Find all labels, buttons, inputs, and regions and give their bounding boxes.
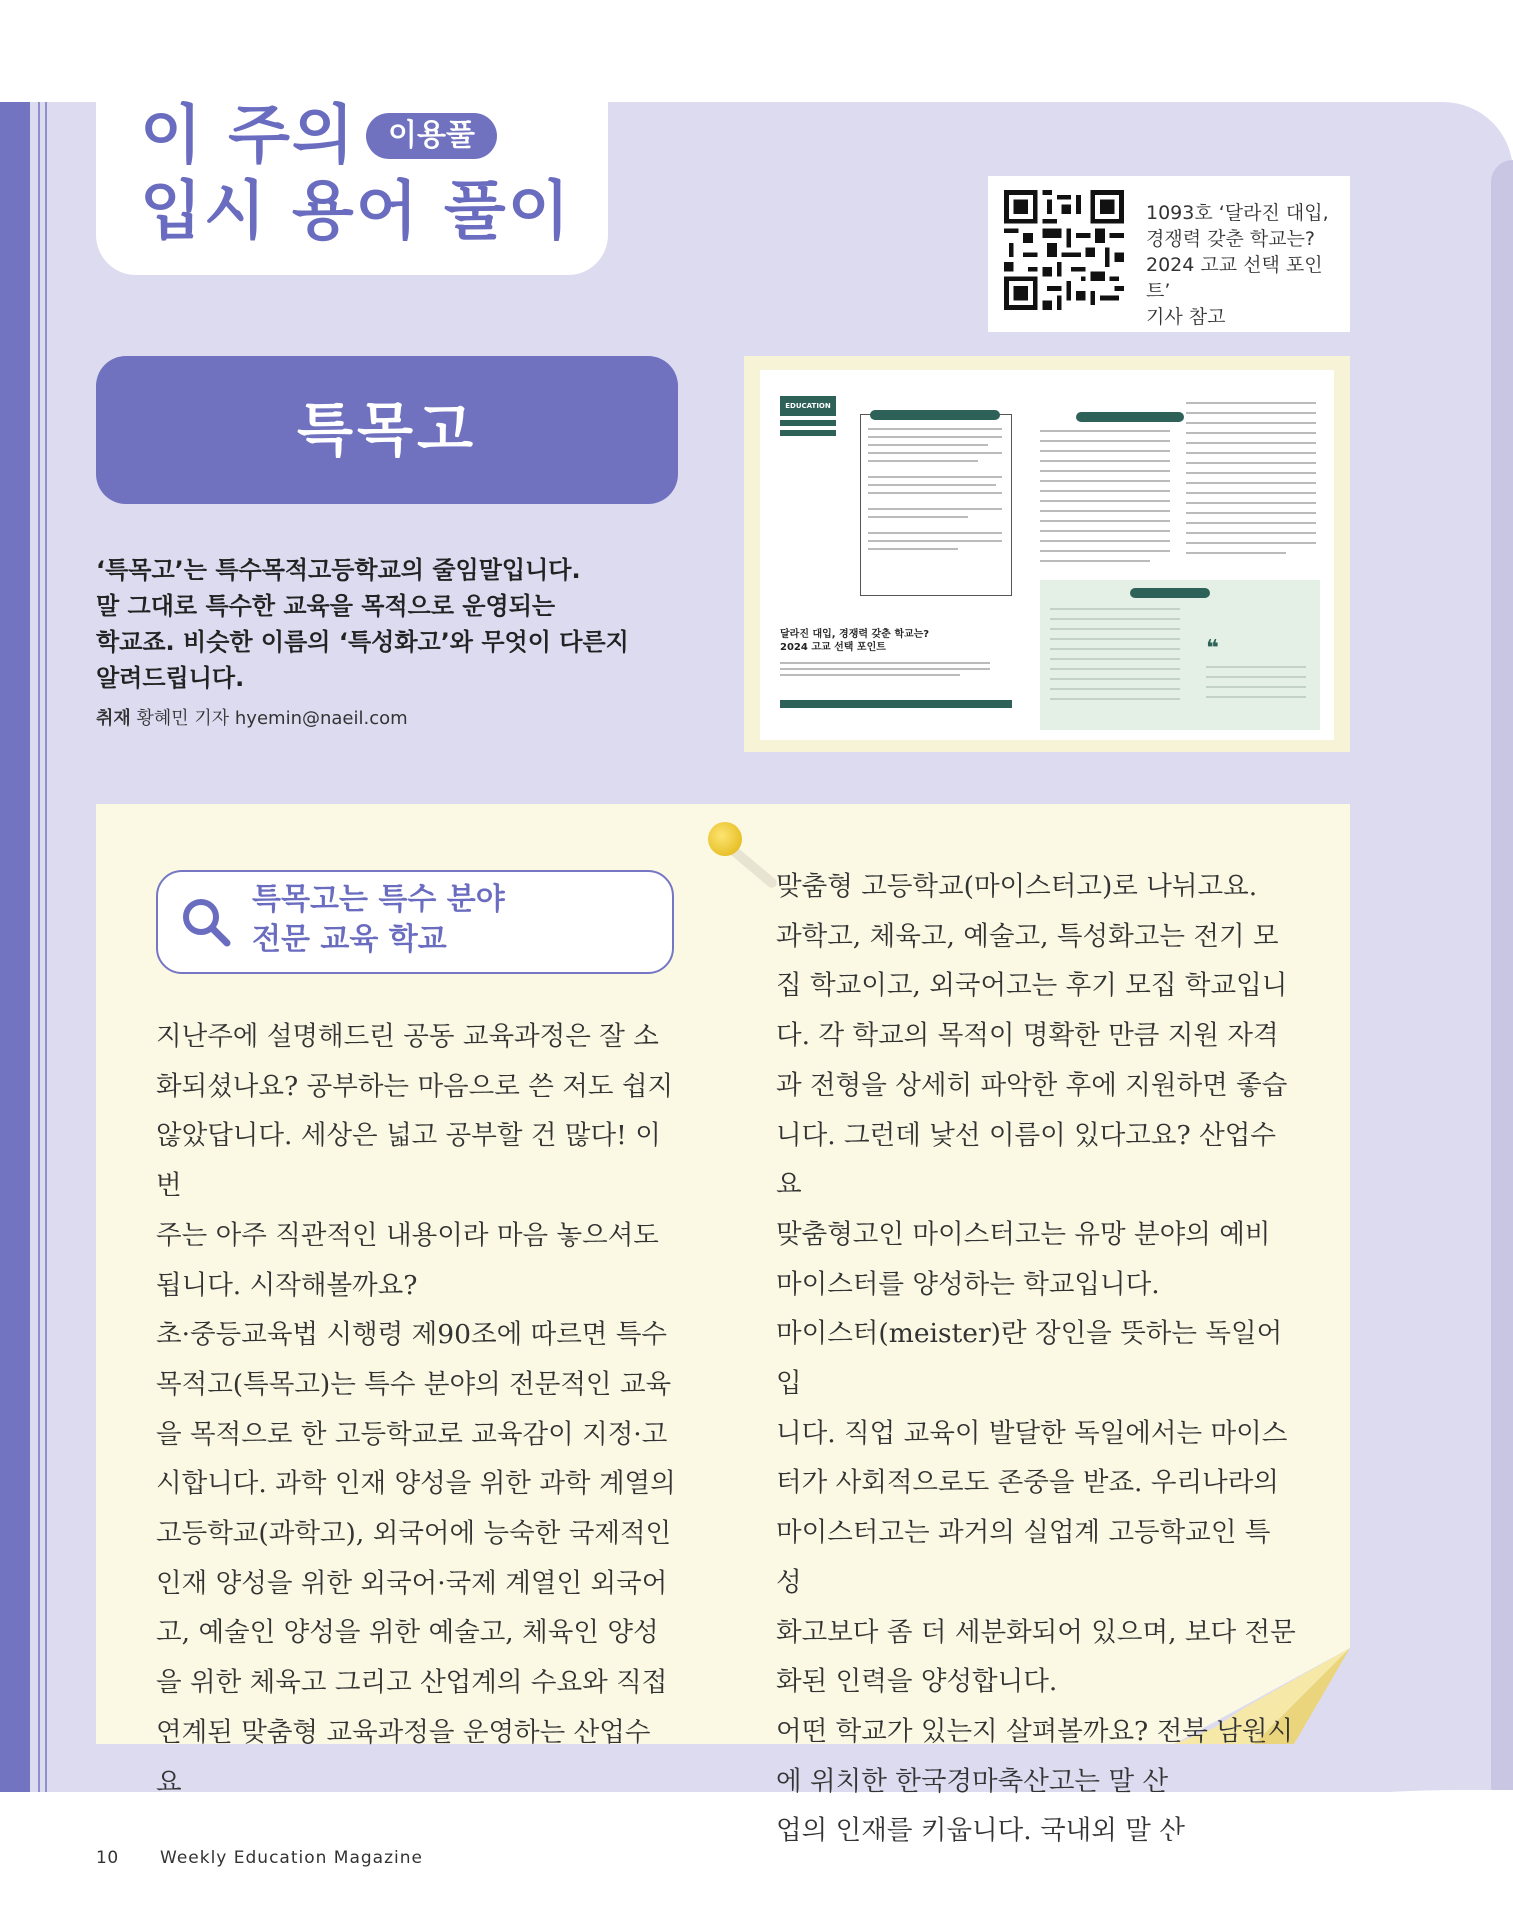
thumbnail-text-line [1186,462,1316,464]
thumbnail-text-line [1050,698,1180,700]
thumbnail-text-line [1186,532,1316,534]
thumbnail-text-line [868,444,988,446]
thumbnail-text-line [1186,452,1316,454]
thumbnail-text-line [1050,628,1180,630]
thumbnail-text-line [1040,540,1170,542]
body-line: 화된 인력을 양성합니다. [776,1666,1058,1698]
thumbnail-text-line [1186,522,1316,524]
thumbnail-text-line [1186,512,1316,514]
thumbnail-text-line [868,492,1002,494]
thumbnail-text-line [1040,450,1170,452]
left-accent-line [38,102,40,1792]
body-line: 인재 양성을 위한 외국어·국제 계열인 외국어 [156,1567,668,1599]
thumbnail-text-line [1050,658,1180,660]
body-line: 맞춤형고인 마이스터고는 유망 분야의 예비 [776,1218,1271,1250]
byline-text: 황혜민 기자 hyemin@naeil.com [136,708,408,729]
article-column-left [156,1012,676,1807]
body-line: 초·중등교육법 시행령 제90조에 따르면 특수 [156,1319,668,1351]
body-line: 않았답니다. 세상은 넓고 공부할 건 많다! 이번 [156,1120,661,1202]
qr-caption-line: 1093호 ‘달라진 대입, [1146,202,1329,224]
thumbnail-text-line [868,532,1002,534]
thumbnail-text-line [1186,402,1316,404]
thumbnail-text-line [868,540,1002,542]
body-line: 집 학교이고, 외국어고는 후기 모집 학교입니 [776,970,1288,1002]
thumbnail-text-line [868,436,1002,438]
thumbnail-headline [780,628,960,654]
thumbnail-text-line [1040,560,1150,562]
thumbnail-text-line [1186,422,1316,424]
body-line: 마이스터(meister)란 장인을 뜻하는 독일어입 [776,1318,1283,1400]
thumbnail-bar [780,700,1012,708]
qr-caption-line: 기사 참고 [1146,306,1226,328]
body-line: 고등학교(과학고), 외국어에 능숙한 국제적인 [156,1518,672,1550]
intro-line: 알려드립니다. [96,664,245,692]
body-line: 됩니다. 시작해볼까요? [156,1269,418,1301]
thumbnail-text-line [1186,492,1316,494]
section-heading-line: 전문 교육 학교 [252,922,447,957]
magazine-name: Weekly Education Magazine [160,1848,423,1868]
intro-paragraph [96,552,656,696]
thumbnail-bar [780,430,836,436]
page-edge [1491,160,1513,1810]
body-line: 과 전형을 상세히 파악한 후에 지원하면 좋습 [776,1069,1288,1101]
thumbnail-section-label: EDUCATION [780,396,836,416]
thumbnail-text-line [1050,688,1180,690]
search-icon [180,896,232,948]
body-line: 을 위한 체육고 그리고 산업계의 수요와 직접 [156,1667,668,1699]
body-line: 니다. 그런데 낯선 이름이 있다고요? 산업수요 [776,1119,1276,1201]
qr-caption [1146,200,1346,330]
thumbnail-text-line [868,548,958,550]
thumbnail-text-line [868,508,1002,510]
thumbnail-text-line [868,484,996,486]
thumbnail-text-line [1186,412,1316,414]
thumbnail-text-line [1040,500,1170,502]
qr-caption-line: 경쟁력 갖춘 학교는? [1146,228,1315,250]
qr-code-icon[interactable] [1004,190,1124,310]
thumbnail-text-line [1206,696,1306,698]
thumbnail-text-line [1206,676,1306,678]
body-line: 어떤 학교가 있는지 살펴볼까요? 전북 남원시 [776,1715,1294,1747]
thumbnail-text-line [780,674,960,676]
thumbnail-text-line [1186,472,1316,474]
body-line: 연계된 맞춤형 교육과정을 운영하는 산업수요 [156,1716,651,1798]
thumbnail-text-line [1040,470,1170,472]
body-line: 다. 각 학교의 목적이 명확한 만큼 지원 자격 [776,1020,1279,1052]
intro-line: ‘특목고’는 특수목적고등학교의 줄임말입니다. [96,556,581,584]
thumbnail-text-line [1040,510,1170,512]
body-line: 화고보다 좀 더 세분화되어 있으며, 보다 전문 [776,1616,1296,1648]
byline-label: 취재 [96,708,131,729]
thumbnail-text-line [1040,480,1170,482]
thumbnail-headline-line: 달라진 대입, 경쟁력 갖춘 학교는? [780,629,930,640]
thumbnail-text-line [1186,482,1316,484]
thumbnail-text-line [1206,686,1306,688]
thumbnail-column-title [1076,412,1184,422]
thumbnail-text-line [780,668,990,670]
thumbnail-sidebox [860,414,1012,596]
body-line: 업의 인재를 키웁니다. 국내외 말 산 [776,1815,1185,1847]
thumbnail-headline-line: 2024 고교 선택 포인트 [780,642,886,653]
thumbnail-text-line [868,476,1002,478]
body-line: 니다. 직업 교육이 발달한 독일에서는 마이스 [776,1417,1288,1449]
thumbnail-text-line [1050,618,1180,620]
qr-caption-line: 2024 고교 선택 포인트’ [1146,254,1323,302]
body-line: 을 목적으로 한 고등학교로 교육감이 지정·고 [156,1418,668,1450]
body-line: 터가 사회적으로도 존중을 받죠. 우리나라의 [776,1467,1279,1499]
thumbnail-text-line [1050,668,1180,670]
quote-icon: ❝ [1206,636,1219,661]
body-line: 맞춤형 고등학교(마이스터고)로 나뉘고요. [776,871,1258,902]
thumbnail-text-line [1186,432,1316,434]
thumbnail-text-line [868,460,978,462]
body-line: 시합니다. 과학 인재 양성을 위한 과학 계열의 [156,1468,676,1500]
thumbnail-text-line [1186,552,1286,554]
thumbnail-text-line [1050,608,1180,610]
title-badge: 이용풀 [366,113,497,159]
title-line-1: 이 주의 [140,99,356,173]
thumbnail-green-title [1130,588,1210,598]
thumbnail-text-line [1050,648,1180,650]
intro-line: 말 그대로 특수한 교육을 목적으로 운영되는 [96,592,556,620]
thumbnail-text-line [868,428,1002,430]
page-number: 10 [96,1848,119,1868]
thumbnail-text-line [1040,490,1170,492]
thumbnail-text-line [1206,666,1306,668]
thumbnail-text-line [1186,442,1316,444]
thumbnail-text-line [868,516,968,518]
thumbnail-sidebox-title [870,410,1000,420]
thumbnail-text-line [1040,530,1170,532]
thumbnail-text-line [1040,460,1170,462]
thumbnail-green-box [1040,580,1320,730]
thumbnail-text-line [1040,440,1170,442]
thumbnail-text-line [1186,542,1316,544]
left-accent-line [45,102,47,1792]
thumbnail-text-line [868,452,1002,454]
body-line: 지난주에 설명해드린 공동 교육과정은 잘 소 [156,1021,659,1052]
thumbnail-text-line [1050,678,1180,680]
body-line: 화되셨나요? 공부하는 마음으로 쓴 저도 쉽지 [156,1070,674,1102]
section-heading [252,880,552,960]
thumbnail-bar [780,420,836,426]
body-line: 마이스터를 양성하는 학교입니다. [776,1268,1160,1300]
left-accent-bar [0,102,30,1792]
body-line: 고, 예술인 양성을 위한 예술고, 체육인 양성 [156,1617,659,1649]
thumbnail-text-line [1040,430,1170,432]
body-line: 과학고, 체육고, 예술고, 특성화고는 전기 모 [776,920,1279,952]
body-line: 에 위치한 한국경마축산고는 말 산 [776,1765,1169,1797]
byline [96,704,408,730]
topic-banner: 특목고 [96,356,678,504]
body-line: 목적고(특목고)는 특수 분야의 전문적인 교육 [156,1368,672,1400]
section-heading-line: 특목고는 특수 분야 [252,882,505,917]
intro-line: 학교죠. 비슷한 이름의 ‘특성화고’와 무엇이 다른지 [96,628,629,656]
thumbnail-text-line [1040,520,1170,522]
body-line: 마이스터고는 과거의 실업계 고등학교인 특성 [776,1517,1271,1598]
article-column-right [776,862,1296,1856]
body-line: 주는 아주 직관적인 내용이라 마음 놓으셔도 [156,1219,659,1251]
title-line-2: 입시 용어 풀이 [140,175,572,249]
thumbnail-text-line [1040,550,1170,552]
thumbnail-text-line [1050,638,1180,640]
thumbnail-text-line [780,662,990,664]
pushpin-icon [708,822,742,856]
thumbnail-text-line [1186,502,1316,504]
